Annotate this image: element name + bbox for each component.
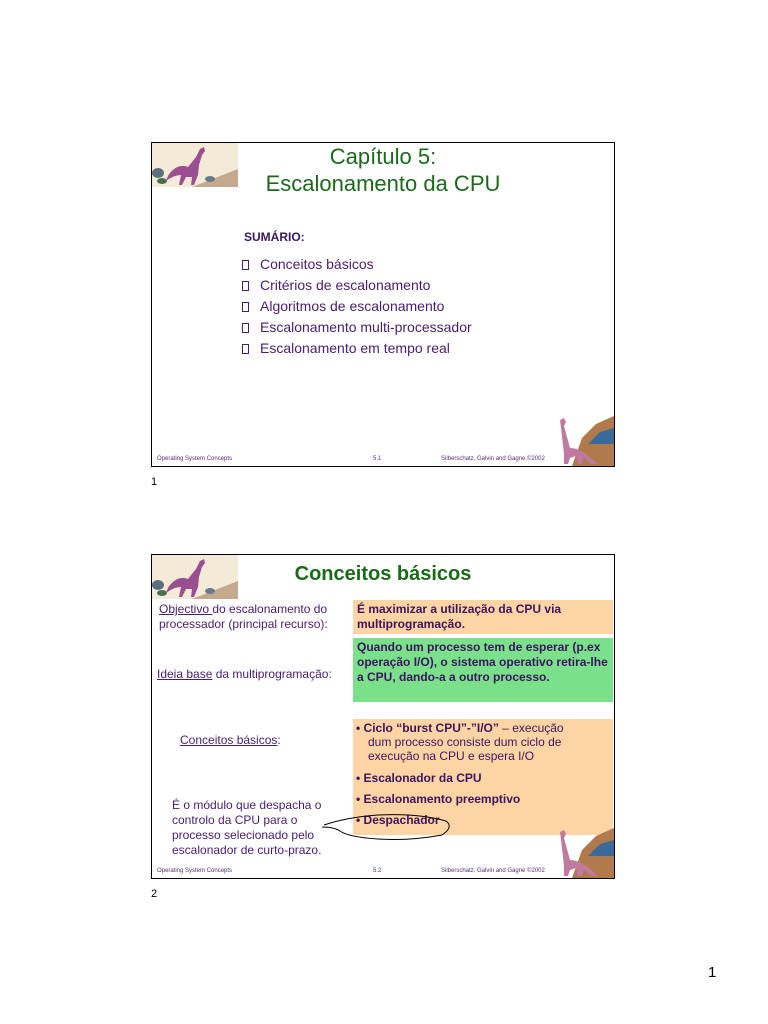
bullet-box-icon (242, 260, 249, 270)
conceitos-label: Conceitos básicos: (180, 733, 281, 747)
footer-right: Silberschatz, Galvin and Gagne ©2002 (441, 456, 545, 462)
list-item: • Ciclo “burst CPU”-”I/O” – execução dum processo consiste dum ciclo de execução na CPU e espera I/O (356, 721, 564, 763)
page-number: 1 (708, 964, 717, 981)
bullet-box-icon (242, 344, 249, 354)
concepts-list (356, 721, 598, 827)
title-line-2: Escalonamento da CPU (265, 171, 501, 196)
footer-left: Operating System Concepts (157, 456, 233, 462)
list-item: • Despachador (356, 813, 440, 827)
footer-center: 5.2 (373, 868, 382, 874)
footer-center: 5.1 (373, 456, 382, 462)
slide-1 (151, 142, 615, 467)
list-item: • Escalonador da CPU (356, 771, 482, 785)
slide-number-1: 1 (151, 476, 158, 488)
bullet-box-icon (242, 281, 249, 291)
bullet-box-icon (242, 323, 249, 333)
slide-2 (151, 554, 615, 879)
list-item: Critérios de escalonamento (242, 275, 472, 296)
list-item: • Escalonamento preemptivo (356, 792, 521, 806)
sumario-heading: SUMÁRIO: (244, 230, 305, 244)
dinosaur-corner-icon (552, 826, 614, 878)
objectivo-label: Objectivo do escalonamento do processador (principal recurso): (159, 602, 328, 631)
objectivo-box: É maximizar a utilização da CPU via multiprogramação. (353, 600, 613, 634)
list-item: Escalonamento em tempo real (242, 338, 472, 359)
footer-left: Operating System Concepts (157, 868, 233, 874)
dispatcher-note: É o módulo que despacha o controlo da CPU para o processo selecionado pelo escalonador de curto-prazo. (172, 798, 322, 857)
slide-number-2: 2 (151, 888, 158, 900)
ideia-box: Quando um processo tem de esperar (p.ex operação I/O), o sistema operativo retira-lhe a CPU, dando-a a outro processo. (353, 638, 613, 702)
title-line-1: Capítulo 5: (329, 144, 437, 169)
summary-list (242, 254, 472, 359)
list-item: Algoritmos de escalonamento (242, 296, 472, 317)
slide-title: Conceitos básicos (294, 563, 472, 585)
footer-right: Silberschatz, Galvin and Gagne ©2002 (441, 868, 545, 874)
bullet-box-icon (242, 302, 249, 312)
slide-title (152, 143, 614, 197)
list-item: Conceitos básicos (242, 254, 472, 275)
ideia-label: Ideia base da multiprogramação: (157, 667, 332, 681)
callout-outline (318, 813, 458, 843)
list-item: Escalonamento multi-processador (242, 317, 472, 338)
dinosaur-corner-icon (552, 414, 614, 466)
